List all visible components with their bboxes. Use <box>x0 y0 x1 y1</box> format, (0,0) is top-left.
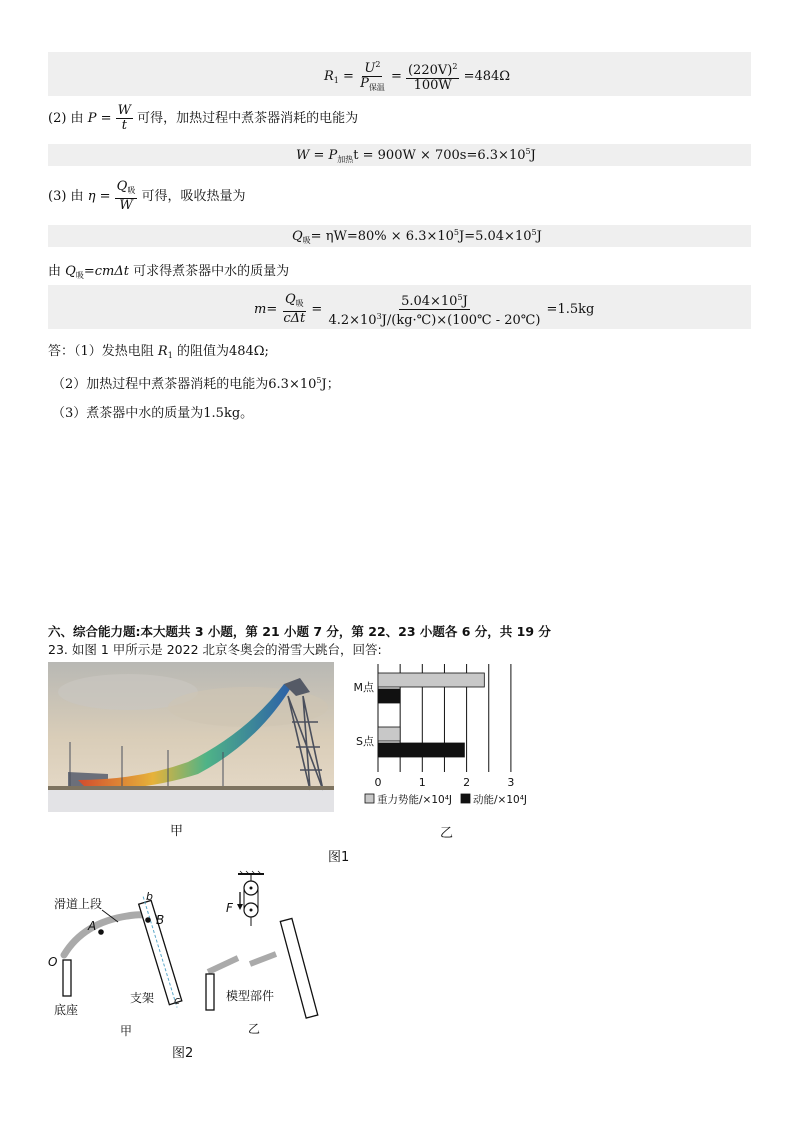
fig1-label-a: 甲 <box>170 824 184 839</box>
m-num2: 5.04×10 <box>401 294 458 309</box>
tick-label: 3 <box>507 776 515 789</box>
model-part-hanging <box>250 954 276 964</box>
step2-lhs: P = <box>87 111 112 126</box>
bar-potential <box>378 673 484 687</box>
question-23 <box>48 640 382 658</box>
m-lhs: m= <box>254 302 278 317</box>
m-frac1 <box>281 293 307 326</box>
formula-box-w <box>48 144 751 166</box>
mass-prefix: 由 <box>48 264 62 279</box>
label-b-small: b <box>146 890 153 903</box>
chart-categories <box>354 680 375 748</box>
bar-kinetic <box>378 689 400 703</box>
m-num: Q <box>284 292 296 307</box>
w-text: W = P <box>296 148 338 163</box>
chart-bars <box>378 673 484 757</box>
q-sub: 吸 <box>302 236 311 245</box>
w-sub: 加热 <box>337 155 354 164</box>
chart-legend <box>365 793 527 806</box>
figure2-part-a <box>40 880 210 1040</box>
r1-lhs-sub: 1 <box>333 76 339 85</box>
mass-formula: Q <box>65 264 76 279</box>
question-23-text: 23. 如图 1 甲所示是 2022 北京冬奥会的滑雪大跳台，回答: <box>48 642 382 657</box>
model-bracket <box>280 918 317 1018</box>
m-den2-rest: J/(kg·℃)×(100℃ - 20℃) <box>381 313 541 328</box>
w-rest: t = 900W × 700s=6.3×10 <box>353 148 526 163</box>
formula-w <box>296 147 536 165</box>
r1-num-sup: 2 <box>375 60 381 69</box>
answer-1-prefix: 答：（1）发热电阻 <box>48 344 154 359</box>
formula-box-q <box>48 225 751 247</box>
step2-frac-num: W <box>117 103 131 118</box>
bar-kinetic <box>378 743 464 757</box>
m-frac2 <box>326 291 542 328</box>
step2-frac <box>116 104 133 133</box>
r1-frac1 <box>358 58 387 95</box>
m-num-sub: 吸 <box>295 299 304 308</box>
label-model: 模型部件 <box>226 989 275 1003</box>
answer-3 <box>52 402 253 421</box>
formula-box-m <box>48 285 751 329</box>
q-sup2: 5 <box>531 228 537 237</box>
q-rest: = ηW=80% × 6.3×10 <box>310 229 454 244</box>
legend-label: 动能/×10⁴J <box>473 794 528 806</box>
formula-m: m= $\frac{Q_吸}{\text{cΔt}}$ = $\frac{5.04\times 10^5J}{4.2\times 10^3J/(kg\cdot℃)\times(100℃ - 20℃)}$ =1.5kg <box>254 292 595 328</box>
m-num2-unit: J <box>462 294 468 309</box>
tick-label: 0 <box>374 776 382 789</box>
m-den: cΔt <box>283 311 306 326</box>
formula-box-r1 <box>48 52 751 96</box>
label-f: F <box>226 901 233 915</box>
answer-1-sub: 1 <box>167 351 173 360</box>
w-sup: 5 <box>525 147 531 156</box>
base-block <box>63 960 71 996</box>
r1-lhs: R <box>324 69 334 84</box>
energy-bar-chart <box>345 660 565 810</box>
fig2-label-b: 乙 <box>248 1022 261 1036</box>
r1-num2-sup: 2 <box>452 62 458 71</box>
label-o: O <box>48 955 58 969</box>
model-part-left <box>208 958 238 972</box>
section-heading-text: 六、综合能力题:本大题共 3 小题，第 21 小题 7 分，第 22、23 小题各 6 分，共 19 分 <box>48 624 551 639</box>
legend-swatch <box>365 794 374 803</box>
category-label: S点 <box>356 735 374 748</box>
r1-frac2 <box>406 60 459 93</box>
ski-jump-photo <box>48 662 334 812</box>
slide-upper-track <box>64 915 155 955</box>
r1-den2: 100W <box>413 78 452 93</box>
answer-1-suffix: 的阻值为484Ω; <box>176 344 269 359</box>
w-unit: J <box>530 148 536 163</box>
r1-num2: (220V) <box>407 63 453 78</box>
formula-q <box>292 228 542 246</box>
legend-label: 重力势能/×10⁴J <box>377 794 453 806</box>
q-rest2: J=5.04×10 <box>459 229 532 244</box>
step2-intro <box>48 104 358 133</box>
fig1-caption: 图1 <box>328 850 350 865</box>
tick-label: 2 <box>463 776 471 789</box>
q-text: Q <box>292 229 303 244</box>
step2-frac-den: t <box>121 118 127 133</box>
r1-den: P <box>360 76 369 91</box>
fig1-label-b: 乙 <box>440 826 454 841</box>
q-sup: 5 <box>453 228 459 237</box>
step3-frac-num: Q <box>116 179 128 194</box>
formula-r1: $R_1$ = $\frac{U^2}{P_{保温}}$ = $\frac{(220V)^2}{100W}$ =484Ω <box>324 60 511 93</box>
label-bracket: 支架 <box>130 991 155 1005</box>
figure2-part-b <box>200 868 340 1038</box>
mass-sub: 吸 <box>75 271 84 280</box>
step2-suffix: 可得，加热过程中煮茶器消耗的电能为 <box>137 111 359 126</box>
step3-intro <box>48 180 246 213</box>
mass-intro <box>48 260 289 281</box>
category-label: M点 <box>353 681 374 694</box>
m-result: =1.5kg <box>546 302 595 317</box>
step2-prefix: (2) 由 <box>48 111 84 126</box>
r1-den-sub: 保温 <box>368 83 385 92</box>
chart-ticks <box>375 776 515 789</box>
label-c-small: c <box>174 994 181 1007</box>
step3-frac <box>115 180 138 213</box>
m-den2-sup: 3 <box>376 312 382 321</box>
fig2-label-a: 甲 <box>120 1024 133 1038</box>
step3-frac-num-sub: 吸 <box>127 186 136 195</box>
answer-2-prefix: （2）加热过程中煮茶器消耗的电能为 <box>52 377 269 392</box>
answer-2 <box>52 373 340 392</box>
answer-2-unit: J； <box>321 377 340 392</box>
section-heading <box>48 622 551 640</box>
mass-suffix: 可求得煮茶器中水的质量为 <box>133 264 290 279</box>
tick-label: 1 <box>418 776 426 789</box>
answer-1-var: R <box>157 344 168 359</box>
model-base <box>206 974 214 1010</box>
r1-num: U <box>364 61 376 76</box>
label-base: 底座 <box>54 1003 79 1017</box>
label-b: B <box>156 913 165 927</box>
label-a: A <box>88 919 97 933</box>
step3-lhs: η = <box>87 189 111 204</box>
mass-formula-rest: =cmΔt <box>83 264 129 279</box>
r1-result: =484Ω <box>463 69 511 84</box>
point-a-dot <box>98 929 104 935</box>
step3-frac-den: W <box>119 198 133 213</box>
step3-suffix: 可得，吸收热量为 <box>141 189 246 204</box>
q-unit: J <box>536 229 542 244</box>
answer-2-sup: 5 <box>316 376 322 385</box>
answer-2-val: 6.3×10 <box>268 377 317 392</box>
fig2-caption: 图2 <box>172 1046 194 1061</box>
label-slide-upper: 滑道上段 <box>54 897 103 911</box>
point-b-dot <box>145 917 151 923</box>
step3-prefix: (3) 由 <box>48 189 84 204</box>
m-den2: 4.2×10 <box>328 313 377 328</box>
legend-swatch <box>461 794 470 803</box>
ground <box>48 790 334 812</box>
bar-potential <box>378 727 400 741</box>
answer-1 <box>48 340 269 360</box>
m-num2-sup: 5 <box>457 293 463 302</box>
answer-3-text: （3）煮茶器中水的质量为1.5kg。 <box>52 406 254 421</box>
